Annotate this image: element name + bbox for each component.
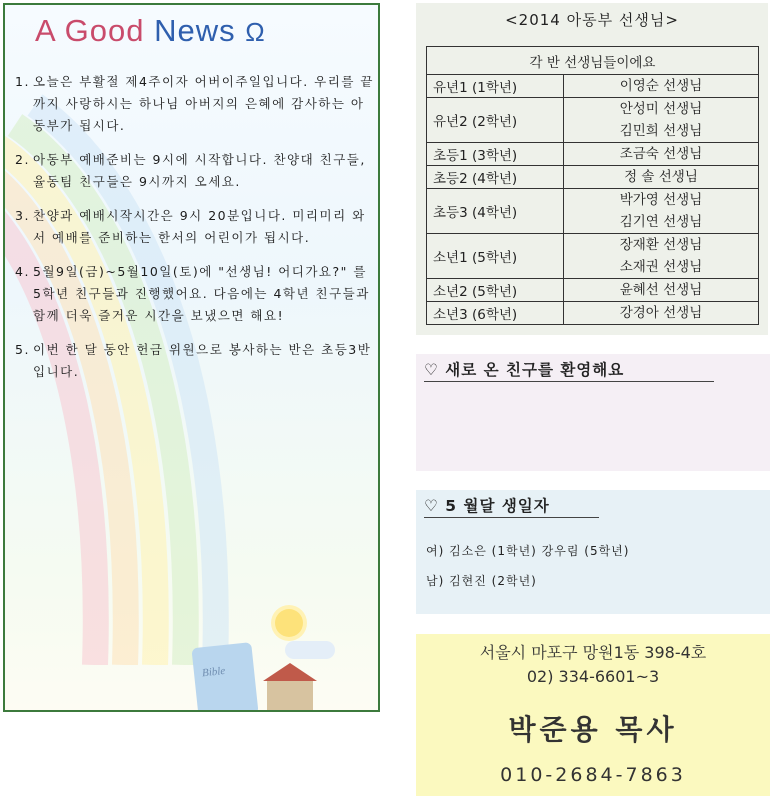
- house-icon: [267, 681, 313, 712]
- notice-item: 1. 오늘은 부활절 제4주이자 어버이주일입니다. 우리를 끝까지 사랑하시는 하나님 아버지의 은혜에 감사하는 아동부가 됩시다.: [15, 74, 374, 133]
- notice-list: [15, 71, 375, 395]
- notice-item: 3. 찬양과 예배시작시간은 9시 20분입니다. 미리미리 와서 예배를 준비하는 한서의 어린이가 됩시다.: [15, 208, 366, 245]
- table-row: 초등2 (4학년) 정 솔 선생님: [427, 166, 759, 189]
- table-row: 초등3 (4학년) 박가영 선생님 김기연 선생님: [427, 189, 759, 234]
- birthday-section: [416, 490, 770, 614]
- title-good: Good: [64, 13, 145, 48]
- welcome-section: [416, 354, 770, 471]
- cloud-icon: [285, 641, 335, 659]
- pastor-name: 박준용 목사: [508, 713, 678, 746]
- bible-book-icon: Bible: [191, 642, 258, 712]
- welcome-heading: ♡ 새로 온 친구를 환영해요: [424, 361, 625, 379]
- pastor-mobile: 010-2684-7863: [500, 764, 686, 786]
- church-phone: 02) 334-6601~3: [526, 667, 660, 686]
- sun-icon: [275, 609, 303, 637]
- omega-icon: Ω: [245, 17, 266, 47]
- church-address: 서울시 마포구 망원1동 398-4호: [479, 643, 707, 662]
- divider: [424, 381, 714, 382]
- notice-item: 4. 5월9일(금)~5월10일(토)에 "선생님! 어디가요?" 를 5학년 친구들과 진행했어요. 다음에는 4학년 친구들과 함께 더욱 즐거운 시간을 보냈으면 해요!: [15, 264, 370, 323]
- title-news: News: [154, 13, 236, 48]
- table-row: 유년2 (2학년) 안성미 선생님 김민희 선생님: [427, 98, 759, 143]
- teachers-table-header: 각 반 선생님들이에요: [427, 47, 759, 75]
- notice-item: 5. 이번 한 달 동안 헌금 위원으로 봉사하는 반은 초등3반입니다.: [15, 342, 372, 379]
- teachers-table: [426, 46, 759, 325]
- teachers-section: [416, 3, 768, 335]
- title-a: A: [35, 13, 55, 48]
- table-row: 초등1 (3학년) 조금숙 선생님: [427, 143, 759, 166]
- divider: [424, 517, 599, 518]
- table-row: 소년1 (5학년) 장재환 선생님 소재권 선생님: [427, 234, 759, 279]
- news-title: [35, 13, 266, 49]
- notice-item: 2. 아동부 예배준비는 9시에 시작합니다. 찬양대 친구들, 율동팀 친구들은 9시까지 오세요.: [15, 152, 366, 189]
- contact-section: [416, 634, 770, 796]
- news-panel: [3, 3, 380, 712]
- teachers-heading: <2014 아동부 선생님>: [505, 11, 679, 29]
- birthday-girls: 여) 김소은 (1학년) 강우림 (5학년): [426, 544, 630, 558]
- table-row: 소년2 (5학년) 윤혜선 선생님: [427, 279, 759, 302]
- birthday-boys: 남) 김현진 (2학년): [426, 574, 537, 588]
- table-row: 유년1 (1학년) 이영순 선생님: [427, 75, 759, 98]
- table-row: 소년3 (6학년) 강경아 선생님: [427, 302, 759, 325]
- birthday-heading: ♡ 5 월달 생일자: [424, 497, 550, 515]
